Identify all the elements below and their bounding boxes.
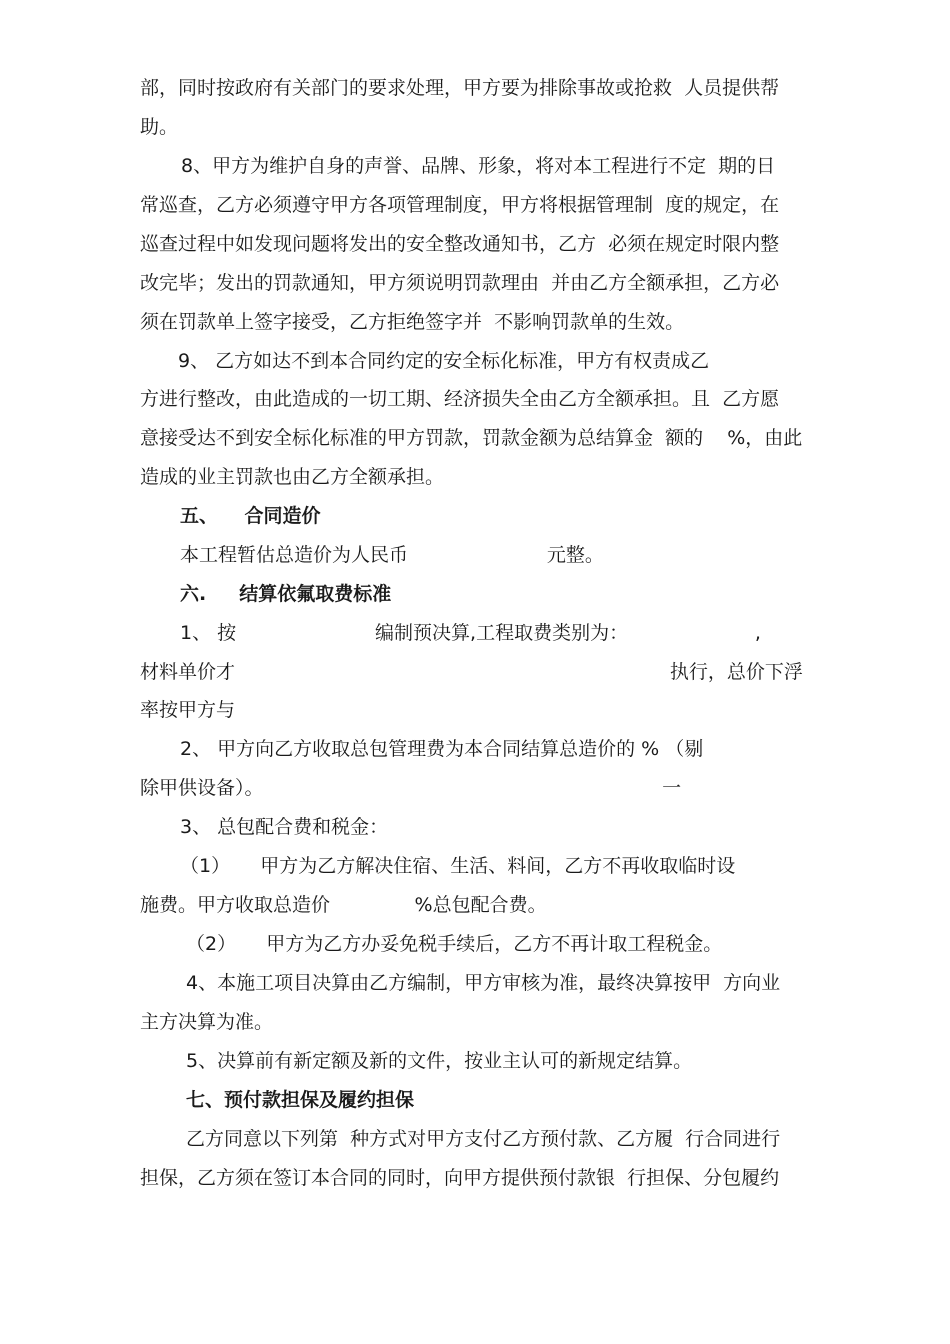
text-line-l23: （2） 甲方为乙方办妥免税手续后，乙方不再计取工程税金。 bbox=[186, 933, 723, 955]
text-line-l10: 意接受达不到安全标化标准的甲方罚款，罚款金额为总结算金 额的 %，由此 bbox=[140, 427, 803, 449]
text-line-l09: 方进行整改，由此造成的一切工期、经济损失全由乙方全额承担。且 乙方愿 bbox=[140, 388, 780, 410]
text-line-l07: 须在罚款单上签字接受，乙方拒绝签字并 不影响罚款单的生效。 bbox=[140, 311, 685, 333]
text-line-l01: 部，同时按政府有关部门的要求处理，甲方要为排除事故或抢救 人员提供帮 bbox=[140, 77, 780, 99]
text-line-l26: 5、决算前有新定额及新的文件，按业主认可的新规定结算。 bbox=[186, 1050, 693, 1072]
text-line-l11: 造成的业主罚款也由乙方全额承担。 bbox=[140, 466, 445, 488]
text-line-l12: 五、 合同造价 bbox=[180, 505, 321, 527]
text-line-l06: 改完毕；发出的罚款通知，甲方须说明罚款理由 并由乙方全额承担，乙方必 bbox=[140, 272, 780, 294]
text-line-l28: 乙方同意以下列第 种方式对甲方支付乙方预付款、乙方履 行合同进行 bbox=[186, 1128, 781, 1150]
text-line-l29: 担保，乙方须在签订本合同的同时，向甲方提供预付款银 行担保、分包履约 bbox=[140, 1167, 780, 1189]
text-line-l14: 六. 结算依氟取费标准 bbox=[180, 583, 392, 605]
text-line-l27: 七、预付款担保及履约担保 bbox=[186, 1089, 415, 1111]
text-line-l22: 施费。甲方收取总造价 %总包配合费。 bbox=[140, 894, 547, 916]
text-line-l08: 9、 乙方如达不到本合同约定的安全标化标准，甲方有权责成乙 bbox=[178, 350, 710, 372]
text-line-l15: 1、 按 编制预决算,工程取费类别为： , bbox=[180, 622, 761, 644]
text-line-l04: 常巡查，乙方必须遵守甲方各项管理制度，甲方将根据管理制 度的规定，在 bbox=[140, 194, 780, 216]
text-line-l17: 率按甲方与 bbox=[140, 699, 236, 721]
text-line-l13: 本工程暂估总造价为人民币 元整。 bbox=[180, 544, 604, 566]
text-line-l18: 2、 甲方向乙方收取总包管理费为本合同结算总造价的 % （剔 bbox=[180, 738, 704, 760]
text-line-l02: 助。 bbox=[140, 116, 179, 138]
text-line-l24: 4、本施工项目决算由乙方编制，甲方审核为准，最终决算按甲 方向业 bbox=[186, 972, 781, 994]
text-line-l25: 主方决算为准。 bbox=[140, 1011, 274, 1033]
text-line-l03: 8、甲方为维护自身的声誉、品牌、形象，将对本工程进行不定 期的日 bbox=[181, 155, 776, 177]
text-line-l21: （1） 甲方为乙方解决住宿、生活、料间，乙方不再收取临时设 bbox=[180, 855, 736, 877]
text-line-l20: 3、 总包配合费和税金： bbox=[180, 816, 389, 838]
text-line-l16: 材料单价才 执行，总价下浮 bbox=[140, 661, 803, 683]
text-line-l19: 除甲供设备）。 一 bbox=[140, 777, 682, 799]
text-line-l05: 巡查过程中如发现问题将发出的安全整改通知书，乙方 必须在规定时限内整 bbox=[140, 233, 780, 255]
